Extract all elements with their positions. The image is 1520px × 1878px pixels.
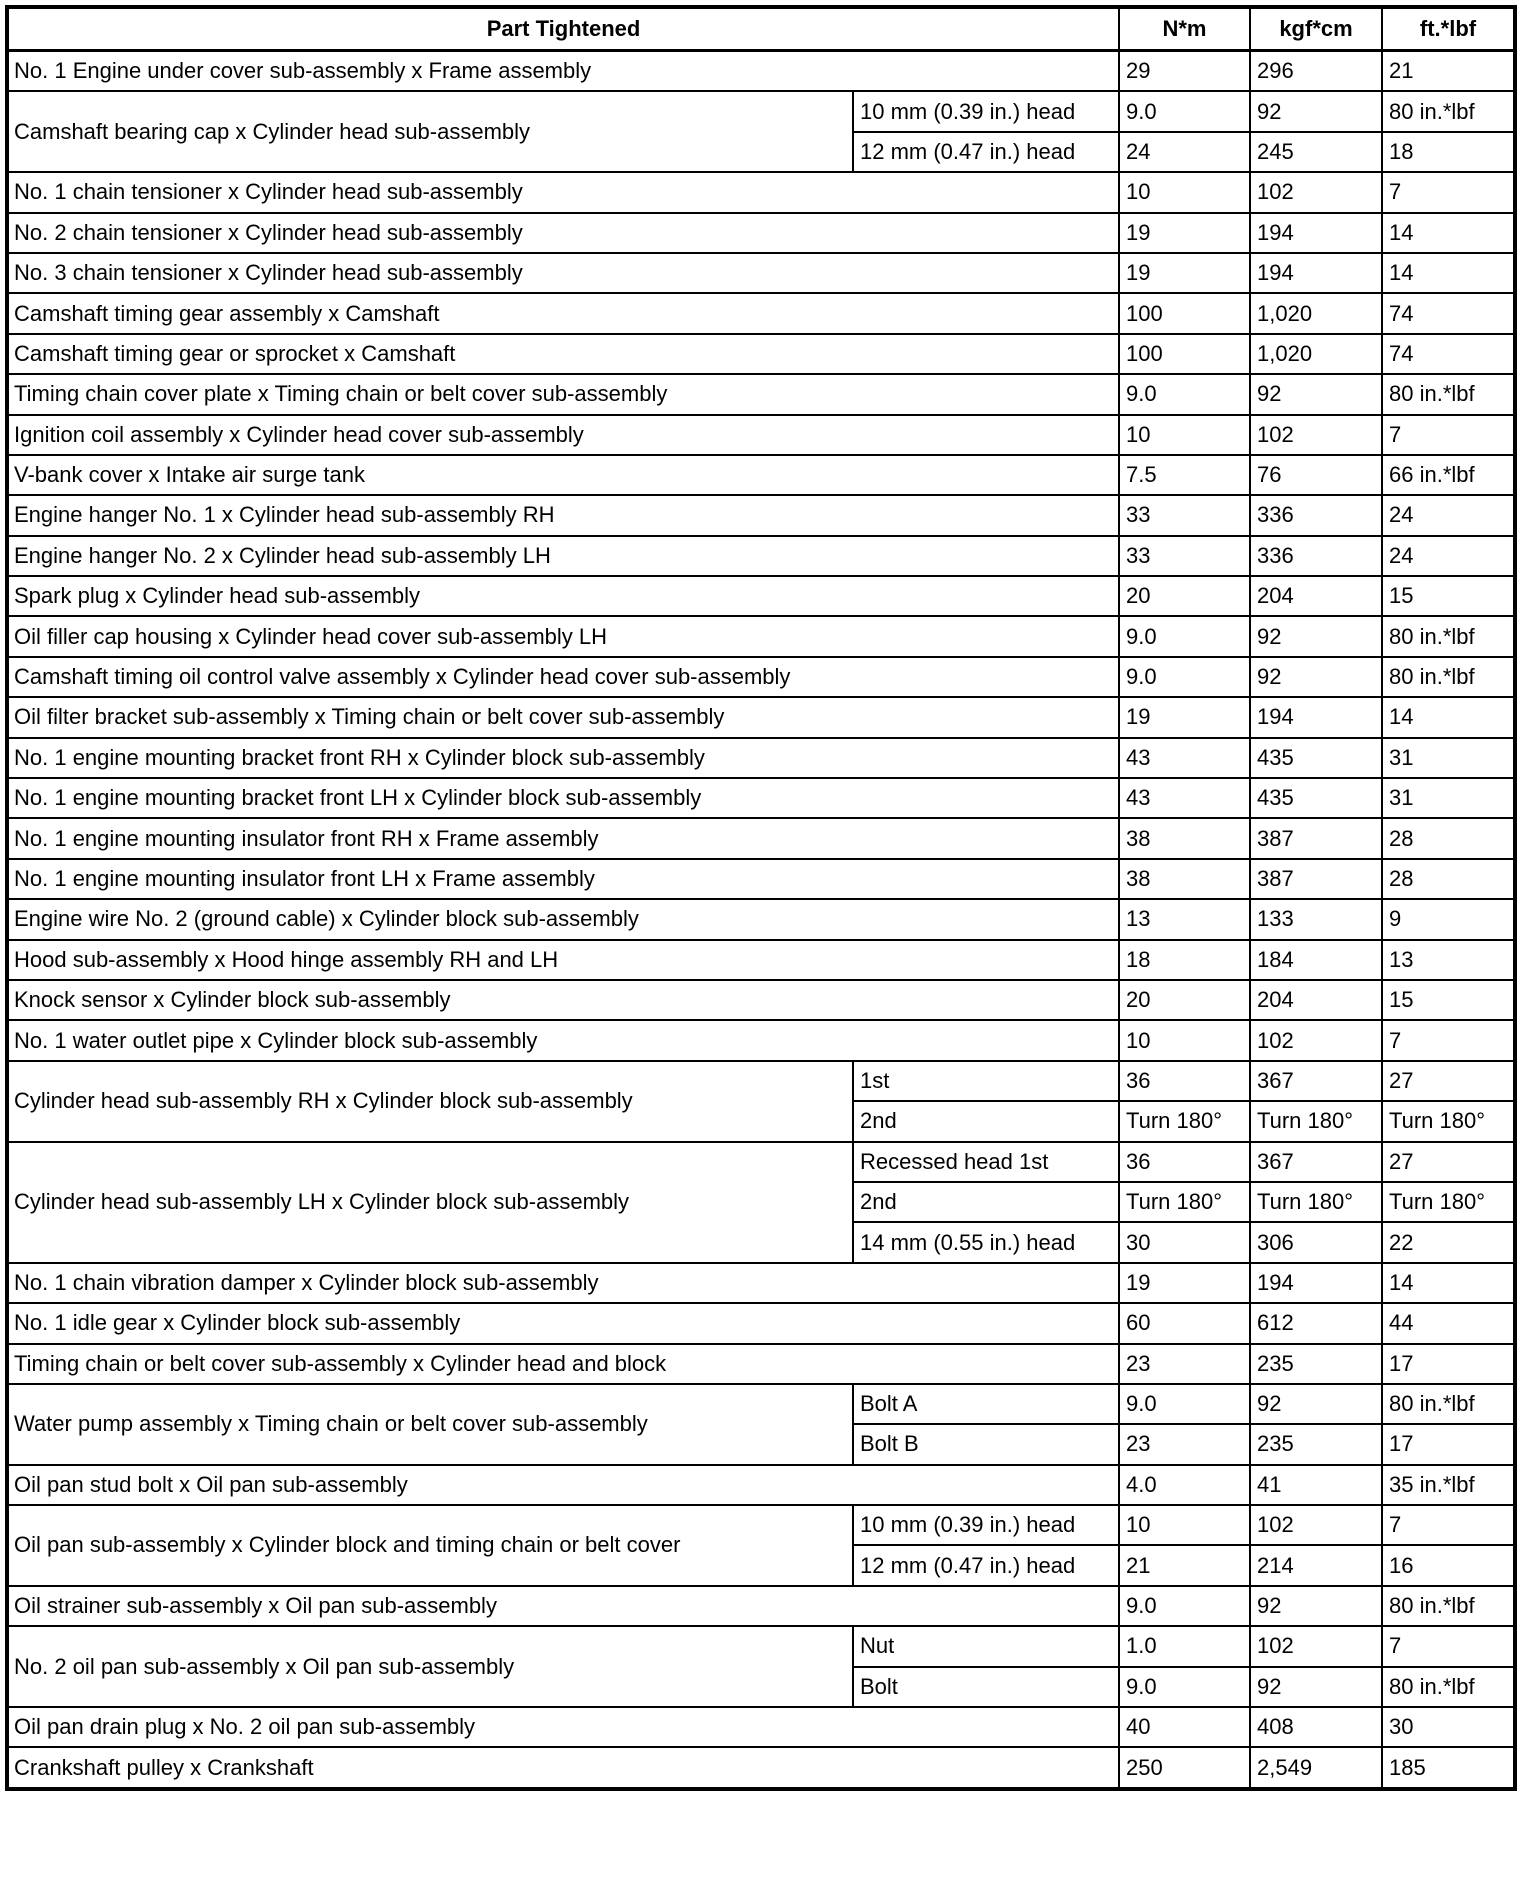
table-row [7,576,1515,616]
torque-nm: 100 [1119,293,1250,333]
part-name: Crankshaft pulley x Crankshaft [7,1747,1119,1788]
torque-ft-lbf: 80 in.*lbf [1382,1667,1515,1707]
torque-ft-lbf: 9 [1382,899,1515,939]
torque-nm: 60 [1119,1303,1250,1343]
part-name: No. 1 water outlet pipe x Cylinder block sub-assembly [7,1020,1119,1060]
table-row [7,172,1515,212]
torque-kgf-cm: 184 [1250,940,1382,980]
torque-nm: 10 [1119,415,1250,455]
torque-kgf-cm: 133 [1250,899,1382,939]
torque-ft-lbf: 14 [1382,697,1515,737]
torque-nm: 33 [1119,536,1250,576]
torque-nm: 9.0 [1119,1586,1250,1626]
torque-kgf-cm: 92 [1250,657,1382,697]
condition-label: Bolt A [853,1384,1119,1424]
table-row [7,374,1515,414]
torque-nm: 36 [1119,1142,1250,1182]
condition-label: 12 mm (0.47 in.) head [853,132,1119,172]
torque-kgf-cm: 102 [1250,172,1382,212]
torque-nm: 29 [1119,51,1250,92]
part-name: Ignition coil assembly x Cylinder head cover sub-assembly [7,415,1119,455]
part-name: Camshaft bearing cap x Cylinder head sub-assembly [7,91,853,172]
table-row [7,738,1515,778]
torque-nm: 43 [1119,778,1250,818]
torque-ft-lbf: 80 in.*lbf [1382,91,1515,131]
torque-kgf-cm: 102 [1250,1020,1382,1060]
table-row [7,657,1515,697]
part-name: Engine hanger No. 2 x Cylinder head sub-assembly LH [7,536,1119,576]
torque-ft-lbf: 22 [1382,1222,1515,1262]
torque-ft-lbf: 74 [1382,334,1515,374]
torque-kgf-cm: 245 [1250,132,1382,172]
torque-ft-lbf: 16 [1382,1545,1515,1585]
torque-ft-lbf: 31 [1382,738,1515,778]
torque-kgf-cm: Turn 180° [1250,1182,1382,1222]
table-row [7,1384,1515,1424]
part-name: Camshaft timing gear assembly x Camshaft [7,293,1119,333]
table-row [7,1707,1515,1747]
torque-ft-lbf: Turn 180° [1382,1182,1515,1222]
torque-kgf-cm: Turn 180° [1250,1101,1382,1141]
torque-kgf-cm: 41 [1250,1465,1382,1505]
torque-kgf-cm: 336 [1250,495,1382,535]
torque-kgf-cm: 194 [1250,253,1382,293]
torque-nm: 43 [1119,738,1250,778]
part-name: Oil filler cap housing x Cylinder head cover sub-assembly LH [7,616,1119,656]
torque-nm: 23 [1119,1424,1250,1464]
condition-label: 12 mm (0.47 in.) head [853,1545,1119,1585]
table-row [7,1303,1515,1343]
part-name: Timing chain or belt cover sub-assembly x Cylinder head and block [7,1344,1119,1384]
table-row [7,334,1515,374]
table-row [7,1142,1515,1182]
torque-nm: 19 [1119,1263,1250,1303]
table-row [7,778,1515,818]
torque-nm: 20 [1119,980,1250,1020]
table-row [7,455,1515,495]
part-name: No. 1 idle gear x Cylinder block sub-assembly [7,1303,1119,1343]
part-name: No. 3 chain tensioner x Cylinder head sub-assembly [7,253,1119,293]
torque-nm: 18 [1119,940,1250,980]
torque-kgf-cm: 367 [1250,1061,1382,1101]
torque-nm: 21 [1119,1545,1250,1585]
torque-ft-lbf: 14 [1382,1263,1515,1303]
torque-nm: 13 [1119,899,1250,939]
torque-nm: 36 [1119,1061,1250,1101]
torque-kgf-cm: 387 [1250,818,1382,858]
part-name: Oil filter bracket sub-assembly x Timing chain or belt cover sub-assembly [7,697,1119,737]
torque-specification-table [5,5,1517,1791]
table-row [7,253,1515,293]
torque-ft-lbf: 31 [1382,778,1515,818]
table-row [7,51,1515,92]
torque-ft-lbf: 35 in.*lbf [1382,1465,1515,1505]
torque-nm: 4.0 [1119,1465,1250,1505]
torque-kgf-cm: 235 [1250,1344,1382,1384]
part-name: Engine wire No. 2 (ground cable) x Cylinder block sub-assembly [7,899,1119,939]
torque-nm: 250 [1119,1747,1250,1788]
torque-kgf-cm: 92 [1250,1586,1382,1626]
torque-nm: 9.0 [1119,91,1250,131]
part-name: Hood sub-assembly x Hood hinge assembly RH and LH [7,940,1119,980]
torque-kgf-cm: 2,549 [1250,1747,1382,1788]
part-name: No. 1 chain vibration damper x Cylinder block sub-assembly [7,1263,1119,1303]
torque-nm: 19 [1119,213,1250,253]
table-row [7,495,1515,535]
part-name: Camshaft timing gear or sprocket x Camshaft [7,334,1119,374]
torque-ft-lbf: 7 [1382,1505,1515,1545]
torque-nm: 10 [1119,1505,1250,1545]
part-name: Timing chain cover plate x Timing chain or belt cover sub-assembly [7,374,1119,414]
torque-nm: 9.0 [1119,1667,1250,1707]
torque-ft-lbf: 24 [1382,495,1515,535]
part-name: Knock sensor x Cylinder block sub-assembly [7,980,1119,1020]
torque-kgf-cm: 336 [1250,536,1382,576]
torque-nm: 9.0 [1119,374,1250,414]
torque-kgf-cm: 194 [1250,697,1382,737]
torque-kgf-cm: 92 [1250,1667,1382,1707]
torque-ft-lbf: 74 [1382,293,1515,333]
table-row [7,1505,1515,1545]
torque-ft-lbf: 185 [1382,1747,1515,1788]
torque-kgf-cm: 204 [1250,576,1382,616]
torque-ft-lbf: 17 [1382,1424,1515,1464]
table-row [7,1465,1515,1505]
torque-kgf-cm: 1,020 [1250,334,1382,374]
torque-nm: 19 [1119,253,1250,293]
part-name: No. 1 engine mounting insulator front RH x Frame assembly [7,818,1119,858]
table-row [7,1263,1515,1303]
torque-nm: 10 [1119,1020,1250,1060]
torque-nm: 9.0 [1119,1384,1250,1424]
table-row [7,859,1515,899]
torque-kgf-cm: 367 [1250,1142,1382,1182]
torque-kgf-cm: 296 [1250,51,1382,92]
table-row [7,1586,1515,1626]
part-name: Water pump assembly x Timing chain or belt cover sub-assembly [7,1384,853,1465]
table-row [7,536,1515,576]
torque-nm: 40 [1119,1707,1250,1747]
condition-label: Nut [853,1626,1119,1666]
torque-nm: 7.5 [1119,455,1250,495]
condition-label: 10 mm (0.39 in.) head [853,91,1119,131]
torque-ft-lbf: 30 [1382,1707,1515,1747]
table-row [7,1061,1515,1101]
part-name: No. 1 Engine under cover sub-assembly x Frame assembly [7,51,1119,92]
torque-ft-lbf: 80 in.*lbf [1382,1586,1515,1626]
table-row [7,91,1515,131]
torque-nm: 9.0 [1119,616,1250,656]
torque-kgf-cm: 408 [1250,1707,1382,1747]
torque-ft-lbf: 15 [1382,576,1515,616]
torque-kgf-cm: 102 [1250,1505,1382,1545]
part-name: No. 2 oil pan sub-assembly x Oil pan sub-assembly [7,1626,853,1707]
condition-label: Bolt B [853,1424,1119,1464]
torque-nm: 10 [1119,172,1250,212]
header-row [7,7,1515,51]
condition-label: 14 mm (0.55 in.) head [853,1222,1119,1262]
part-name: Oil strainer sub-assembly x Oil pan sub-assembly [7,1586,1119,1626]
torque-ft-lbf: 7 [1382,415,1515,455]
torque-kgf-cm: 214 [1250,1545,1382,1585]
part-name: No. 1 chain tensioner x Cylinder head sub-assembly [7,172,1119,212]
condition-label: Recessed head 1st [853,1142,1119,1182]
table-row [7,1344,1515,1384]
torque-ft-lbf: 17 [1382,1344,1515,1384]
torque-ft-lbf: 7 [1382,1020,1515,1060]
torque-kgf-cm: 204 [1250,980,1382,1020]
torque-nm: 100 [1119,334,1250,374]
torque-kgf-cm: 102 [1250,415,1382,455]
torque-ft-lbf: 44 [1382,1303,1515,1343]
torque-nm: 19 [1119,697,1250,737]
torque-kgf-cm: 92 [1250,1384,1382,1424]
part-name: No. 1 engine mounting insulator front LH x Frame assembly [7,859,1119,899]
torque-kgf-cm: 102 [1250,1626,1382,1666]
table-row [7,1020,1515,1060]
table-row [7,293,1515,333]
torque-ft-lbf: 28 [1382,818,1515,858]
torque-kgf-cm: 306 [1250,1222,1382,1262]
condition-label: 1st [853,1061,1119,1101]
torque-ft-lbf: 7 [1382,1626,1515,1666]
part-name: No. 1 engine mounting bracket front RH x Cylinder block sub-assembly [7,738,1119,778]
torque-ft-lbf: 14 [1382,213,1515,253]
torque-ft-lbf: 66 in.*lbf [1382,455,1515,495]
part-name: Oil pan stud bolt x Oil pan sub-assembly [7,1465,1119,1505]
torque-ft-lbf: 80 in.*lbf [1382,374,1515,414]
torque-nm: 20 [1119,576,1250,616]
torque-kgf-cm: 92 [1250,616,1382,656]
table-row [7,1747,1515,1788]
part-name: No. 1 engine mounting bracket front LH x Cylinder block sub-assembly [7,778,1119,818]
table-row [7,213,1515,253]
part-name: Oil pan drain plug x No. 2 oil pan sub-assembly [7,1707,1119,1747]
torque-ft-lbf: 27 [1382,1142,1515,1182]
part-name: Cylinder head sub-assembly LH x Cylinder block sub-assembly [7,1142,853,1263]
torque-kgf-cm: 435 [1250,778,1382,818]
torque-nm: Turn 180° [1119,1101,1250,1141]
torque-nm: 24 [1119,132,1250,172]
torque-nm: 23 [1119,1344,1250,1384]
header-ft-lbf: ft.*lbf [1382,7,1515,51]
torque-kgf-cm: 92 [1250,91,1382,131]
torque-ft-lbf: 80 in.*lbf [1382,657,1515,697]
torque-kgf-cm: 92 [1250,374,1382,414]
torque-nm: Turn 180° [1119,1182,1250,1222]
torque-nm: 38 [1119,859,1250,899]
part-name: Camshaft timing oil control valve assembly x Cylinder head cover sub-assembly [7,657,1119,697]
part-name: Cylinder head sub-assembly RH x Cylinder block sub-assembly [7,1061,853,1142]
torque-ft-lbf: 18 [1382,132,1515,172]
torque-kgf-cm: 435 [1250,738,1382,778]
part-name: Spark plug x Cylinder head sub-assembly [7,576,1119,616]
header-kgf-cm: kgf*cm [1250,7,1382,51]
torque-kgf-cm: 1,020 [1250,293,1382,333]
torque-ft-lbf: 24 [1382,536,1515,576]
table-row [7,697,1515,737]
torque-kgf-cm: 194 [1250,213,1382,253]
torque-ft-lbf: 27 [1382,1061,1515,1101]
header-nm: N*m [1119,7,1250,51]
part-name: Oil pan sub-assembly x Cylinder block and timing chain or belt cover [7,1505,853,1586]
torque-ft-lbf: 21 [1382,51,1515,92]
header-part-tightened: Part Tightened [7,7,1119,51]
condition-label: 2nd [853,1182,1119,1222]
table-row [7,899,1515,939]
torque-nm: 30 [1119,1222,1250,1262]
torque-ft-lbf: Turn 180° [1382,1101,1515,1141]
torque-ft-lbf: 80 in.*lbf [1382,616,1515,656]
torque-nm: 1.0 [1119,1626,1250,1666]
torque-ft-lbf: 14 [1382,253,1515,293]
torque-ft-lbf: 28 [1382,859,1515,899]
condition-label: 2nd [853,1101,1119,1141]
table-row [7,415,1515,455]
torque-ft-lbf: 7 [1382,172,1515,212]
table-row [7,980,1515,1020]
part-name: No. 2 chain tensioner x Cylinder head sub-assembly [7,213,1119,253]
table-row [7,1626,1515,1666]
torque-kgf-cm: 387 [1250,859,1382,899]
condition-label: 10 mm (0.39 in.) head [853,1505,1119,1545]
torque-nm: 38 [1119,818,1250,858]
torque-ft-lbf: 80 in.*lbf [1382,1384,1515,1424]
table-row [7,616,1515,656]
torque-ft-lbf: 13 [1382,940,1515,980]
torque-kgf-cm: 194 [1250,1263,1382,1303]
torque-nm: 9.0 [1119,657,1250,697]
torque-kgf-cm: 612 [1250,1303,1382,1343]
part-name: Engine hanger No. 1 x Cylinder head sub-assembly RH [7,495,1119,535]
table-row [7,818,1515,858]
part-name: V-bank cover x Intake air surge tank [7,455,1119,495]
torque-ft-lbf: 15 [1382,980,1515,1020]
torque-nm: 33 [1119,495,1250,535]
table-row [7,940,1515,980]
torque-kgf-cm: 76 [1250,455,1382,495]
condition-label: Bolt [853,1667,1119,1707]
torque-kgf-cm: 235 [1250,1424,1382,1464]
